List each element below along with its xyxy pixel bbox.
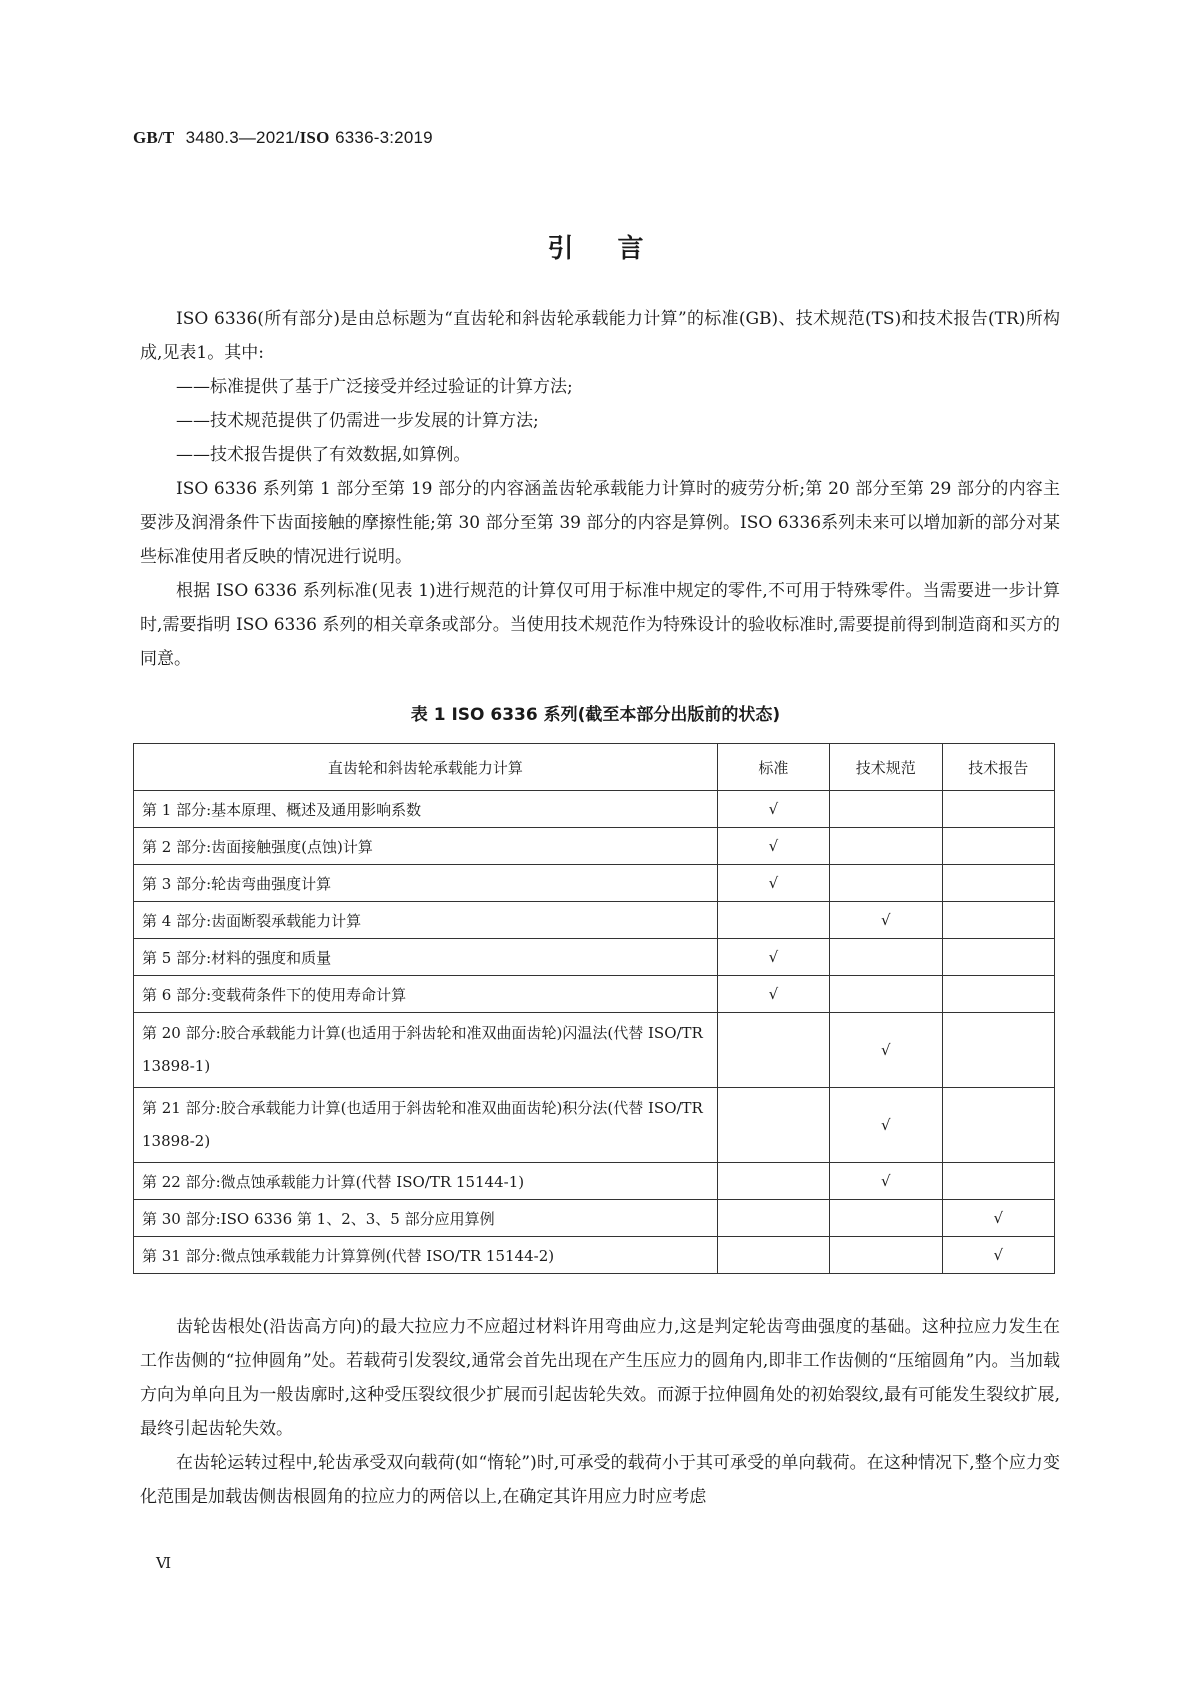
- table-row: [134, 1013, 1055, 1088]
- check-technical-report: [942, 939, 1054, 976]
- check-standard: [717, 1163, 829, 1200]
- std-prefix: GB/T: [133, 128, 175, 147]
- document-header: [133, 128, 433, 148]
- col-header-technical-spec: 技术规范: [830, 744, 942, 791]
- table-row: [134, 1088, 1055, 1163]
- table-header-row: [134, 744, 1055, 791]
- check-technical-spec: √: [830, 1088, 942, 1163]
- col-header-title: 直齿轮和斜齿轮承载能力计算: [134, 744, 718, 791]
- bullet-technical-spec: ——技术规范提供了仍需进一步发展的计算方法;: [176, 411, 539, 431]
- check-technical-spec: [830, 939, 942, 976]
- check-technical-spec: [830, 1200, 942, 1237]
- check-standard: [717, 902, 829, 939]
- part-name: 第 31 部分:微点蚀承载能力计算算例(代替 ISO/TR 15144-2): [134, 1237, 718, 1274]
- col-header-standard: 标准: [717, 744, 829, 791]
- check-standard: [717, 1237, 829, 1274]
- check-technical-spec: [830, 828, 942, 865]
- part-name: 第 4 部分:齿面断裂承载能力计算: [134, 902, 718, 939]
- table-row: [134, 1200, 1055, 1237]
- body-paragraph-bidirectional-load: 在齿轮运转过程中,轮齿承受双向载荷(如“惰轮”)时,可承受的载荷小于其可承受的单向载荷。在这种情况下,整个应力变化范围是加载齿侧齿根圆角的拉应力的两倍以上,在确定其许用应力时应考虑: [140, 1453, 1060, 1507]
- page-number: Ⅵ: [156, 1554, 172, 1572]
- check-technical-spec: [830, 791, 942, 828]
- table-row: [134, 976, 1055, 1013]
- part-name: 第 20 部分:胶合承载能力计算(也适用于斜齿轮和准双曲面齿轮)闪温法(代替 ISO/TR 13898-1): [134, 1013, 718, 1088]
- body-paragraph-bending-stress: 齿轮齿根处(沿齿高方向)的最大拉应力不应超过材料许用弯曲应力,这是判定轮齿弯曲强度的基础。这种拉应力发生在工作齿侧的“拉伸圆角”处。若载荷引发裂纹,通常会首先出现在产生压应力的圆角内,即非工作齿侧的“压缩圆角”内。当加载方向为单向且为一般齿廓时,这种受压裂纹很少扩展而引起齿轮失效。而源于拉伸圆角处的初始裂纹,最有可能发生裂纹扩展,最终引起齿轮失效。: [140, 1317, 1060, 1439]
- intro-paragraph-1: ISO 6336(所有部分)是由总标题为“直齿轮和斜齿轮承载能力计算”的标准(GB)、技术规范(TS)和技术报告(TR)所构成,见表1。其中:: [140, 309, 1060, 363]
- iso-number: 6336-3:2019: [335, 128, 433, 147]
- check-technical-report: [942, 976, 1054, 1013]
- iso-prefix: ISO: [299, 128, 330, 147]
- check-technical-spec: [830, 1237, 942, 1274]
- table-row: [134, 865, 1055, 902]
- check-technical-report: [942, 902, 1054, 939]
- check-technical-report: [942, 865, 1054, 902]
- check-technical-report: √: [942, 1200, 1054, 1237]
- part-name: 第 30 部分:ISO 6336 第 1、2、3、5 部分应用算例: [134, 1200, 718, 1237]
- check-technical-report: [942, 828, 1054, 865]
- check-technical-report: [942, 1163, 1054, 1200]
- part-name: 第 2 部分:齿面接触强度(点蚀)计算: [134, 828, 718, 865]
- table-row: [134, 1237, 1055, 1274]
- check-technical-report: [942, 1013, 1054, 1088]
- check-standard: [717, 1200, 829, 1237]
- check-technical-report: [942, 1088, 1054, 1163]
- check-standard: √: [717, 828, 829, 865]
- table-row: [134, 939, 1055, 976]
- part-name: 第 22 部分:微点蚀承载能力计算(代替 ISO/TR 15144-1): [134, 1163, 718, 1200]
- check-standard: √: [717, 791, 829, 828]
- bullet-standard: ——标准提供了基于广泛接受并经过验证的计算方法;: [176, 377, 573, 397]
- part-name: 第 3 部分:轮齿弯曲强度计算: [134, 865, 718, 902]
- check-technical-spec: √: [830, 1163, 942, 1200]
- part-name: 第 21 部分:胶合承载能力计算(也适用于斜齿轮和准双曲面齿轮)积分法(代替 ISO/TR 13898-2): [134, 1088, 718, 1163]
- col-header-technical-report: 技术报告: [942, 744, 1054, 791]
- intro-paragraph-3: 根据 ISO 6336 系列标准(见表 1)进行规范的计算仅可用于标准中规定的零件,不可用于特殊零件。当需要进一步计算时,需要指明 ISO 6336 系列的相关章条或部分。当使用技术规范作为特殊设计的验收标准时,需要提前得到制造商和买方的同意。: [140, 581, 1060, 669]
- check-technical-spec: √: [830, 902, 942, 939]
- check-standard: √: [717, 865, 829, 902]
- bullet-technical-report: ——技术报告提供了有效数据,如算例。: [176, 445, 471, 465]
- check-technical-report: √: [942, 1237, 1054, 1274]
- check-technical-spec: [830, 865, 942, 902]
- iso-series-table: [133, 743, 1055, 1274]
- part-name: 第 1 部分:基本原理、概述及通用影响系数: [134, 791, 718, 828]
- std-number: 3480.3—2021/: [185, 128, 300, 147]
- check-standard: [717, 1013, 829, 1088]
- table-row: [134, 828, 1055, 865]
- table-row: [134, 1163, 1055, 1200]
- table-row: [134, 902, 1055, 939]
- part-name: 第 5 部分:材料的强度和质量: [134, 939, 718, 976]
- check-technical-spec: [830, 976, 942, 1013]
- check-technical-report: [942, 791, 1054, 828]
- check-standard: √: [717, 939, 829, 976]
- check-standard: [717, 1088, 829, 1163]
- check-technical-spec: √: [830, 1013, 942, 1088]
- part-name: 第 6 部分:变载荷条件下的使用寿命计算: [134, 976, 718, 1013]
- page-title: 引言: [547, 234, 688, 264]
- table-caption: 表 1 ISO 6336 系列(截至本部分出版前的状态): [410, 705, 781, 725]
- table-row: [134, 791, 1055, 828]
- intro-paragraph-2: ISO 6336 系列第 1 部分至第 19 部分的内容涵盖齿轮承载能力计算时的疲劳分析;第 20 部分至第 29 部分的内容主要涉及润滑条件下齿面接触的摩擦性能;第 30 部分至第 39 部分的内容是算例。ISO 6336系列未来可以增加新的部分对某些标准使用者反映的情况进行说明。: [140, 479, 1060, 567]
- check-standard: √: [717, 976, 829, 1013]
